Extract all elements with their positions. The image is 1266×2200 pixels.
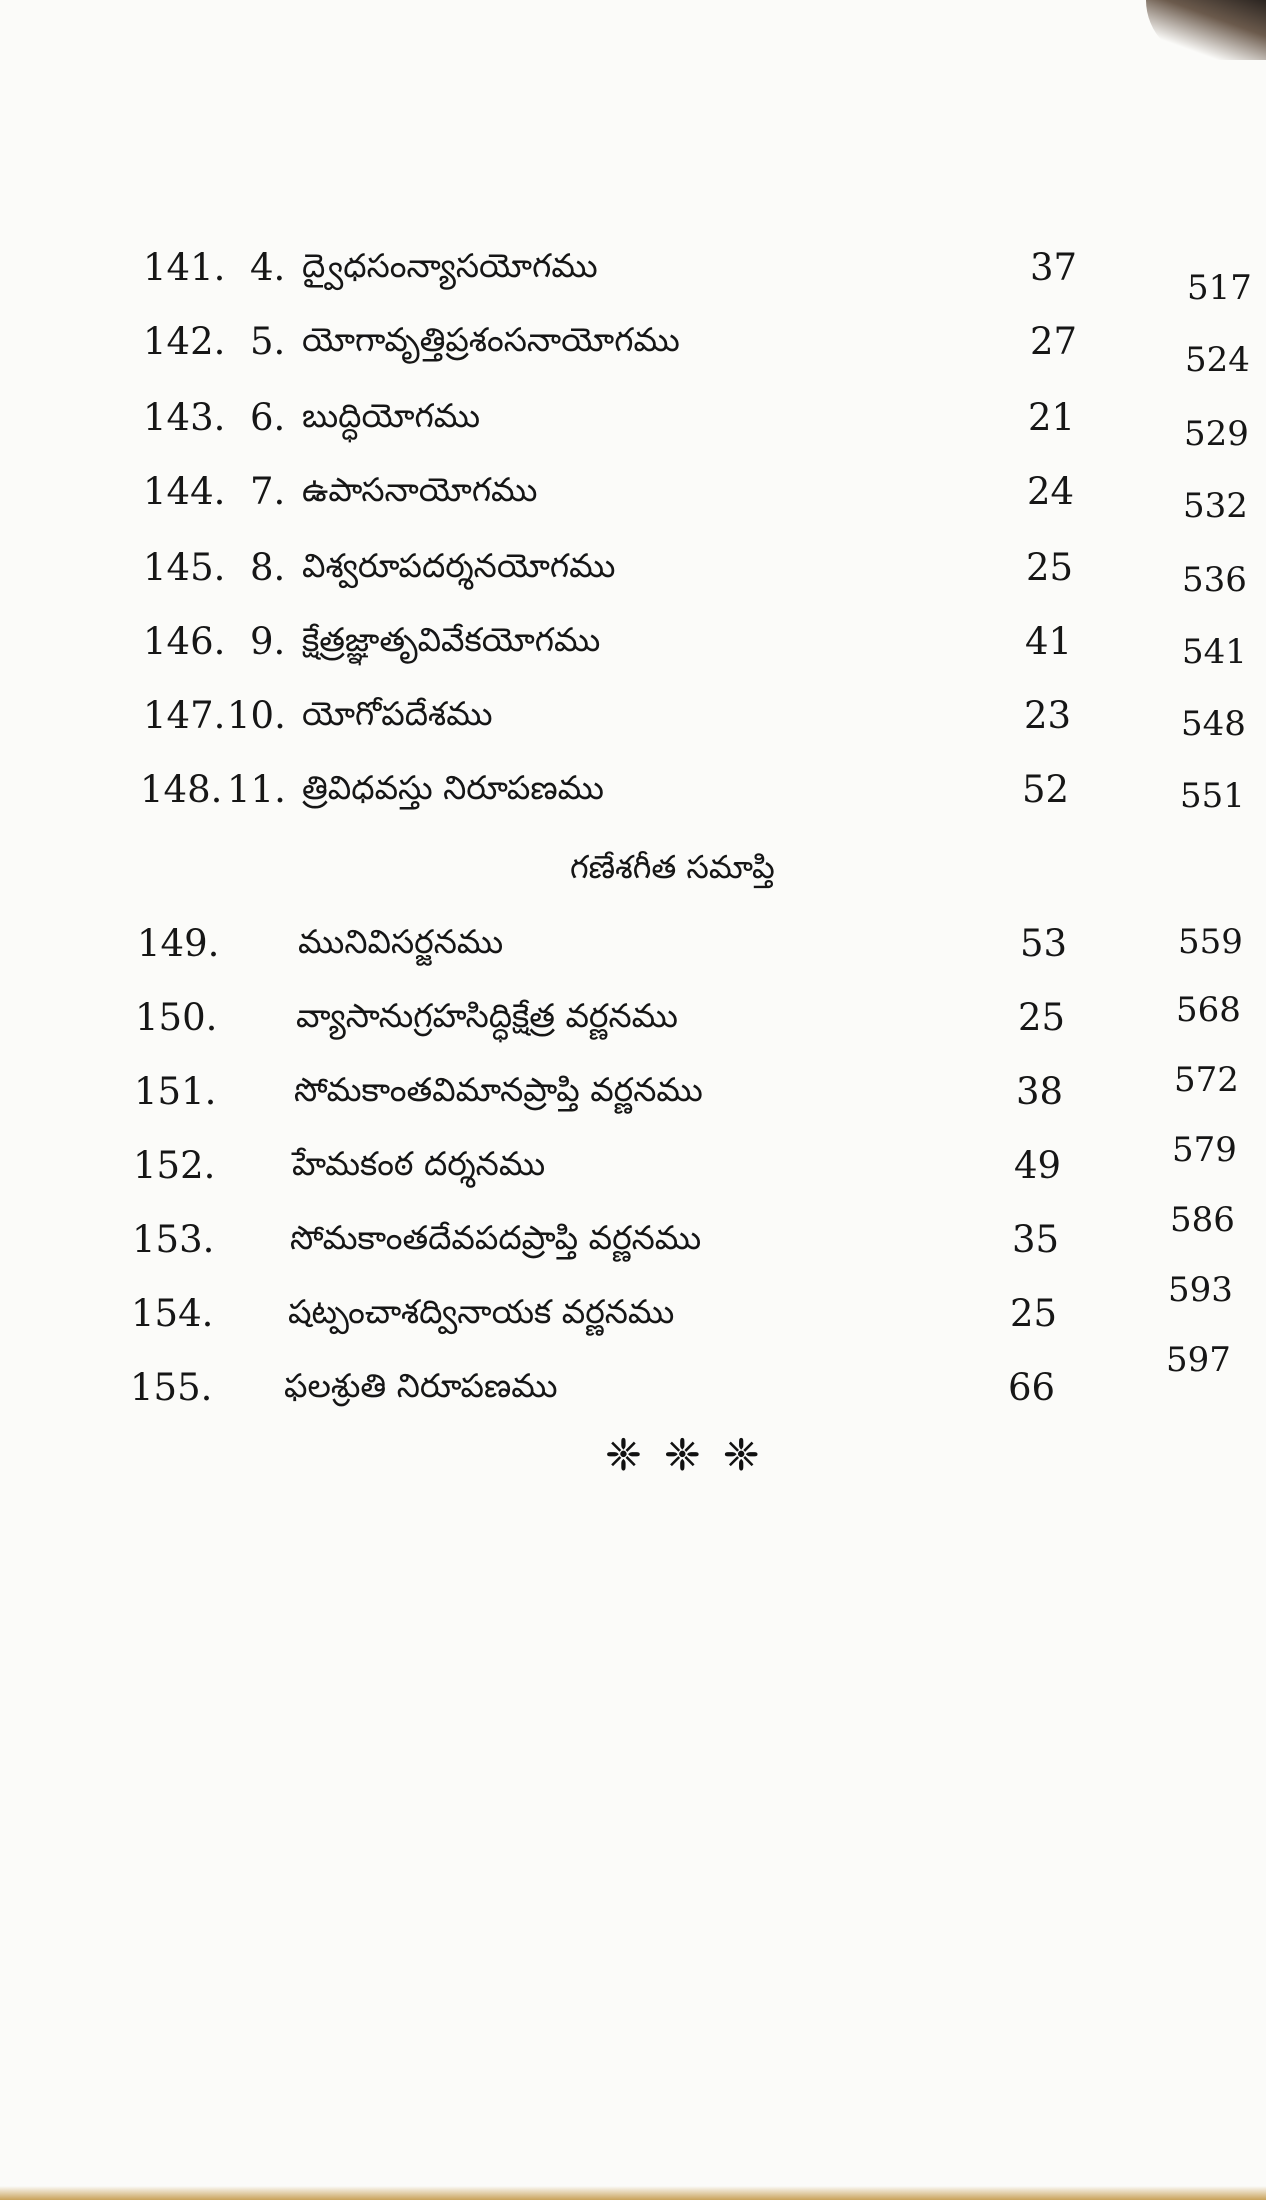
page-bottom-edge <box>0 2186 1266 2200</box>
entry-number: 154. <box>131 1292 214 1335</box>
entry-title: విశ్వరూపదర్శనయోగము <box>302 546 616 585</box>
toc-row <box>0 546 1266 606</box>
page-number: 551 <box>1180 776 1245 816</box>
toc-row <box>0 1200 1266 1278</box>
entry-title: సోమకాంతవిమానప్రాప్తి వర్ణనము <box>294 1070 703 1109</box>
entry-number: 155. <box>130 1366 213 1409</box>
entry-number: 148. <box>140 768 223 811</box>
page-number: 559 <box>1178 922 1243 962</box>
entry-number: 151. <box>134 1070 217 1113</box>
verse-count: 52 <box>1022 768 1070 811</box>
verse-count: 35 <box>1012 1218 1060 1261</box>
sub-number: 10. <box>227 694 286 737</box>
page-number: 532 <box>1183 486 1248 526</box>
sub-number: 11. <box>227 768 286 811</box>
sub-number: 4. <box>250 246 286 289</box>
entry-title: వ్యాసానుగ్రహసిద్ధిక్షేత్ర వర్ణనము <box>296 996 678 1035</box>
entry-title: యోగోపదేశము <box>302 694 493 733</box>
verse-count: 24 <box>1027 470 1075 513</box>
sub-number: 8. <box>250 546 286 589</box>
entry-title: సోమకాంతదేవపదప్రాప్తి వర్ణనము <box>290 1218 702 1257</box>
verse-count: 38 <box>1016 1070 1064 1113</box>
entry-title: షట్పంచాశద్వినాయక వర్ణనము <box>288 1292 675 1331</box>
entry-number: 141. <box>143 246 226 289</box>
verse-count: 25 <box>1026 546 1074 589</box>
entry-number: 153. <box>132 1218 215 1261</box>
entry-number: 147. <box>143 694 226 737</box>
page-number: 597 <box>1166 1340 1231 1380</box>
entry-number: 145. <box>143 546 226 589</box>
verse-count: 27 <box>1030 320 1078 363</box>
sub-number: 7. <box>250 470 286 513</box>
entry-title: బుద్ధియోగము <box>302 396 481 435</box>
page-number: 572 <box>1174 1060 1239 1100</box>
entry-number: 149. <box>137 922 220 965</box>
sub-number: 6. <box>250 396 286 439</box>
entry-number: 152. <box>133 1144 216 1187</box>
verse-count: 25 <box>1010 1292 1058 1335</box>
verse-count: 23 <box>1024 694 1072 737</box>
entry-title: యోగావృత్తిప్రశంసనాయోగము <box>302 320 680 359</box>
entry-title: ద్వైధసంన్యాసయోగము <box>302 246 598 285</box>
entry-title: ఉపాసనాయోగము <box>302 470 538 509</box>
toc-row <box>0 470 1266 530</box>
entry-number: 142. <box>143 320 226 363</box>
page-number: 541 <box>1182 632 1247 672</box>
verse-count: 41 <box>1025 620 1073 663</box>
toc-row <box>0 1060 1266 1130</box>
sub-number: 9. <box>250 620 286 663</box>
page-number: 517 <box>1187 268 1252 308</box>
verse-count: 37 <box>1030 246 1078 289</box>
entry-title: మునివిసర్జనము <box>298 922 504 961</box>
page-number: 593 <box>1168 1270 1233 1310</box>
toc-row <box>0 1270 1266 1352</box>
entry-title: ఫలశ్రుతి నిరూపణము <box>284 1366 558 1405</box>
toc-row <box>0 1130 1266 1204</box>
sub-number: 5. <box>250 320 286 363</box>
entry-number: 143. <box>143 396 226 439</box>
verse-count: 66 <box>1008 1366 1056 1409</box>
verse-count: 25 <box>1018 996 1066 1039</box>
verse-count: 53 <box>1020 922 1068 965</box>
page-number: 529 <box>1184 414 1249 454</box>
toc-row <box>0 246 1266 306</box>
verse-count: 21 <box>1028 396 1076 439</box>
page-number: 548 <box>1181 704 1246 744</box>
ornament-divider: ❈❈❈ <box>605 1430 782 1481</box>
toc-row <box>0 396 1266 456</box>
page-number: 536 <box>1182 560 1247 600</box>
page-number: 568 <box>1176 990 1241 1030</box>
entry-number: 146. <box>143 620 226 663</box>
toc-row <box>0 694 1266 754</box>
page-corner-shadow <box>1146 0 1266 60</box>
verse-count: 49 <box>1014 1144 1062 1187</box>
page-number: 524 <box>1185 340 1250 380</box>
toc-row <box>0 320 1266 380</box>
toc-row <box>0 922 1266 982</box>
entry-number: 150. <box>135 996 218 1039</box>
page-number: 586 <box>1170 1200 1235 1240</box>
entry-number: 144. <box>143 470 226 513</box>
entry-title: క్షేత్రజ్ఞాతృవివేకయోగము <box>302 620 601 659</box>
toc-row <box>0 620 1266 680</box>
entry-title: హేమకంఠ దర్శనము <box>292 1144 546 1183</box>
entry-title: త్రివిధవస్తు నిరూపణము <box>302 768 604 807</box>
toc-row <box>0 990 1266 1056</box>
section-heading: గణేశగీత సమాప్తి <box>570 848 775 886</box>
toc-row <box>0 768 1266 828</box>
toc-row <box>0 1340 1266 1426</box>
page-number: 579 <box>1172 1130 1237 1170</box>
